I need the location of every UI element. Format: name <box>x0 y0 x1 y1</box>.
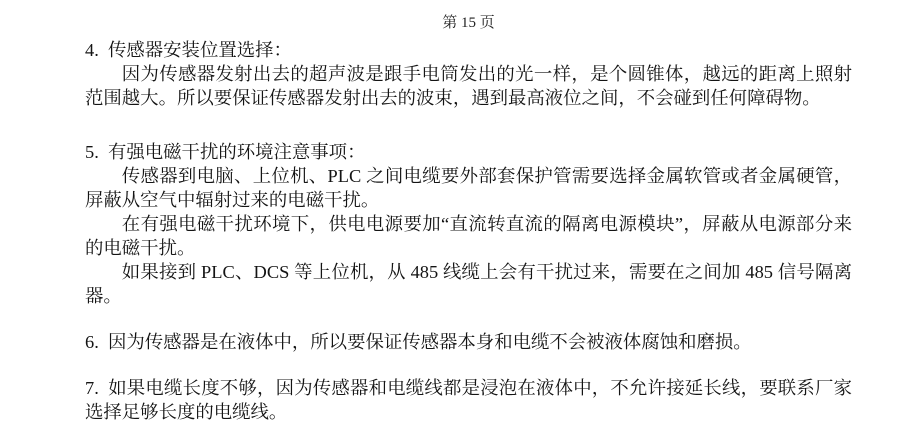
section-7-text <box>85 376 852 424</box>
section-4-heading <box>85 38 852 62</box>
section-6-number: 6. <box>85 332 99 352</box>
page-number-header: 第 15 页 <box>442 15 495 31</box>
section-7-body: 如果电缆长度不够，因为传感器和电缆线都是浸泡在液体中，不允许接延长线，要联系厂家选择足够长度的电缆线。 <box>85 378 852 422</box>
section-4-paragraph-1: 因为传感器发射出去的超声波是跟手电筒发出的光一样，是个圆锥体，越远的距离上照射范围越大。所以要保证传感器发射出去的波束，遇到最高液位之间，不会碰到任何障碍物。 <box>85 64 852 108</box>
section-5-heading <box>85 140 852 164</box>
section-5-paragraph-3: 如果接到 PLC、DCS 等上位机，从 485 线缆上会有干扰过来，需要在之间加 485 信号隔离器。 <box>85 262 852 306</box>
section-7-number: 7. <box>85 378 99 398</box>
section-5-paragraph-2: 在有强电磁干扰环境下，供电电源要加“直流转直流的隔离电源模块”，屏蔽从电源部分来的电磁干扰。 <box>85 214 852 258</box>
section-6-text <box>85 330 852 354</box>
section-5-number: 5. <box>85 142 99 162</box>
section-4-number: 4. <box>85 40 99 60</box>
section-6-body: 因为传感器是在液体中，所以要保证传感器本身和电缆不会被液体腐蚀和磨损。 <box>107 332 752 352</box>
section-7 <box>85 376 852 424</box>
section-5-paragraph-1: 传感器到电脑、上位机、PLC 之间电缆要外部套保护管需要选择金属软管或者金属硬管，屏蔽从空气中辐射过来的电磁干扰。 <box>85 166 852 210</box>
section-4-title: 传感器安装位置选择： <box>107 40 292 60</box>
section-5 <box>85 140 852 308</box>
section-4 <box>85 38 852 110</box>
section-6 <box>85 330 852 354</box>
section-5-title: 有强电磁干扰的环境注意事项： <box>107 142 366 162</box>
